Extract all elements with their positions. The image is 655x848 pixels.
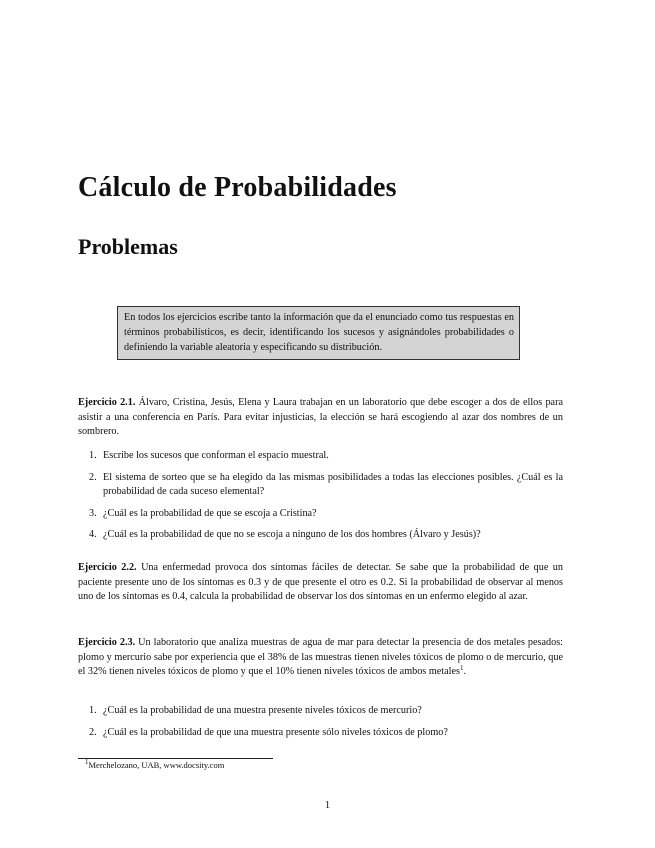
- footnote-divider: [78, 758, 273, 759]
- item-number: 2.: [89, 471, 97, 483]
- exercise-2-1: [78, 396, 563, 440]
- footnote-text: Merchelozano, UAB, www.docsity.com: [88, 760, 225, 770]
- exercise-label: Ejercicio 2.1.: [78, 397, 136, 408]
- item-text: Escribe los sucesos que conforman el espacio muestral.: [103, 450, 329, 461]
- list-item: [78, 507, 563, 522]
- list-item: [78, 528, 563, 543]
- chapter-title: Cálculo de Probabilidades: [78, 172, 397, 203]
- exercise-label: Ejercicio 2.3.: [78, 637, 136, 648]
- exercise-statement: Un laboratorio que analiza muestras de agua de mar para detectar la presencia de dos metales pesados: plomo y mercurio sabe por experiencia que el 38% de las muestras tienen niveles tóxicos de plomo o de mercurio, que el 32% tienen niveles tóxicos de plomo y que el 10% tienen niveles tóxicos de ambos metales: [78, 637, 563, 678]
- item-number: 3.: [89, 507, 97, 519]
- item-text: ¿Cuál es la probabilidad de una muestra presente niveles tóxicos de mercurio?: [103, 705, 422, 716]
- exercise-statement: Una enfermedad provoca dos síntomas fáciles de detectar. Se sabe que la probabilidad de que un paciente presente uno de los síntomas es 0.3 y de que presente el otro es 0.2. Si la probabilidad de observar al menos uno de los síntomas es 0.4, calcula la probabilidad de observar los dos síntomas en un enfermo elegido al azar.: [78, 562, 563, 603]
- section-title: Problemas: [78, 234, 178, 259]
- item-text: ¿Cuál es la probabilidad de que no se escoja a ninguno de los dos hombres (Álvaro y Jesús)?: [103, 529, 481, 541]
- item-text: El sistema de sorteo que se ha elegido da las mismas posibilidades a todas las elecciones posibles. ¿Cuál es la probabilidad de cada suceso elemental?: [103, 471, 563, 498]
- list-item: [78, 471, 563, 500]
- item-number: 4.: [89, 529, 97, 541]
- instructions-text: En todos los ejercicios escribe tanto la información que da el enunciado como tus respuestas en términos probabilísticos, es decir, identificando los sucesos y asignándoles probabilidades o definiendo la variable aleatoria y especificando su distribución.: [124, 312, 514, 353]
- exercise-2-3: [78, 636, 563, 680]
- footnote: [85, 760, 224, 770]
- list-item: [78, 704, 563, 719]
- list-item: [78, 449, 563, 464]
- footnote-reference: 1: [459, 664, 464, 673]
- exercise-label: Ejercicio 2.2.: [78, 562, 137, 573]
- item-text: ¿Cuál es la probabilidad de que una muestra presente sólo niveles tóxicos de plomo?: [103, 726, 448, 738]
- footnote-mark: 1: [85, 758, 89, 766]
- exercise-2-1-questions: [78, 449, 563, 543]
- item-number: 1.: [89, 450, 97, 461]
- statement-end: .: [463, 666, 466, 678]
- exercise-2-3-questions: [78, 704, 563, 740]
- exercise-2-2: [78, 561, 563, 605]
- exercise-statement: Álvaro, Cristina, Jesús, Elena y Laura trabajan en un laboratorio que debe escoger a dos de ellos para asistir a una conferencia en París. Para evitar injusticias, la elección se hará escogiendo al azar dos nombres de un sombrero.: [78, 397, 563, 438]
- item-text: ¿Cuál es la probabilidad de que se escoja a Cristina?: [103, 507, 317, 519]
- page-number: 1: [324, 800, 331, 811]
- list-item: [78, 726, 563, 741]
- item-number: 1.: [89, 705, 97, 716]
- item-number: 2.: [89, 726, 97, 738]
- instructions-box: [117, 306, 520, 360]
